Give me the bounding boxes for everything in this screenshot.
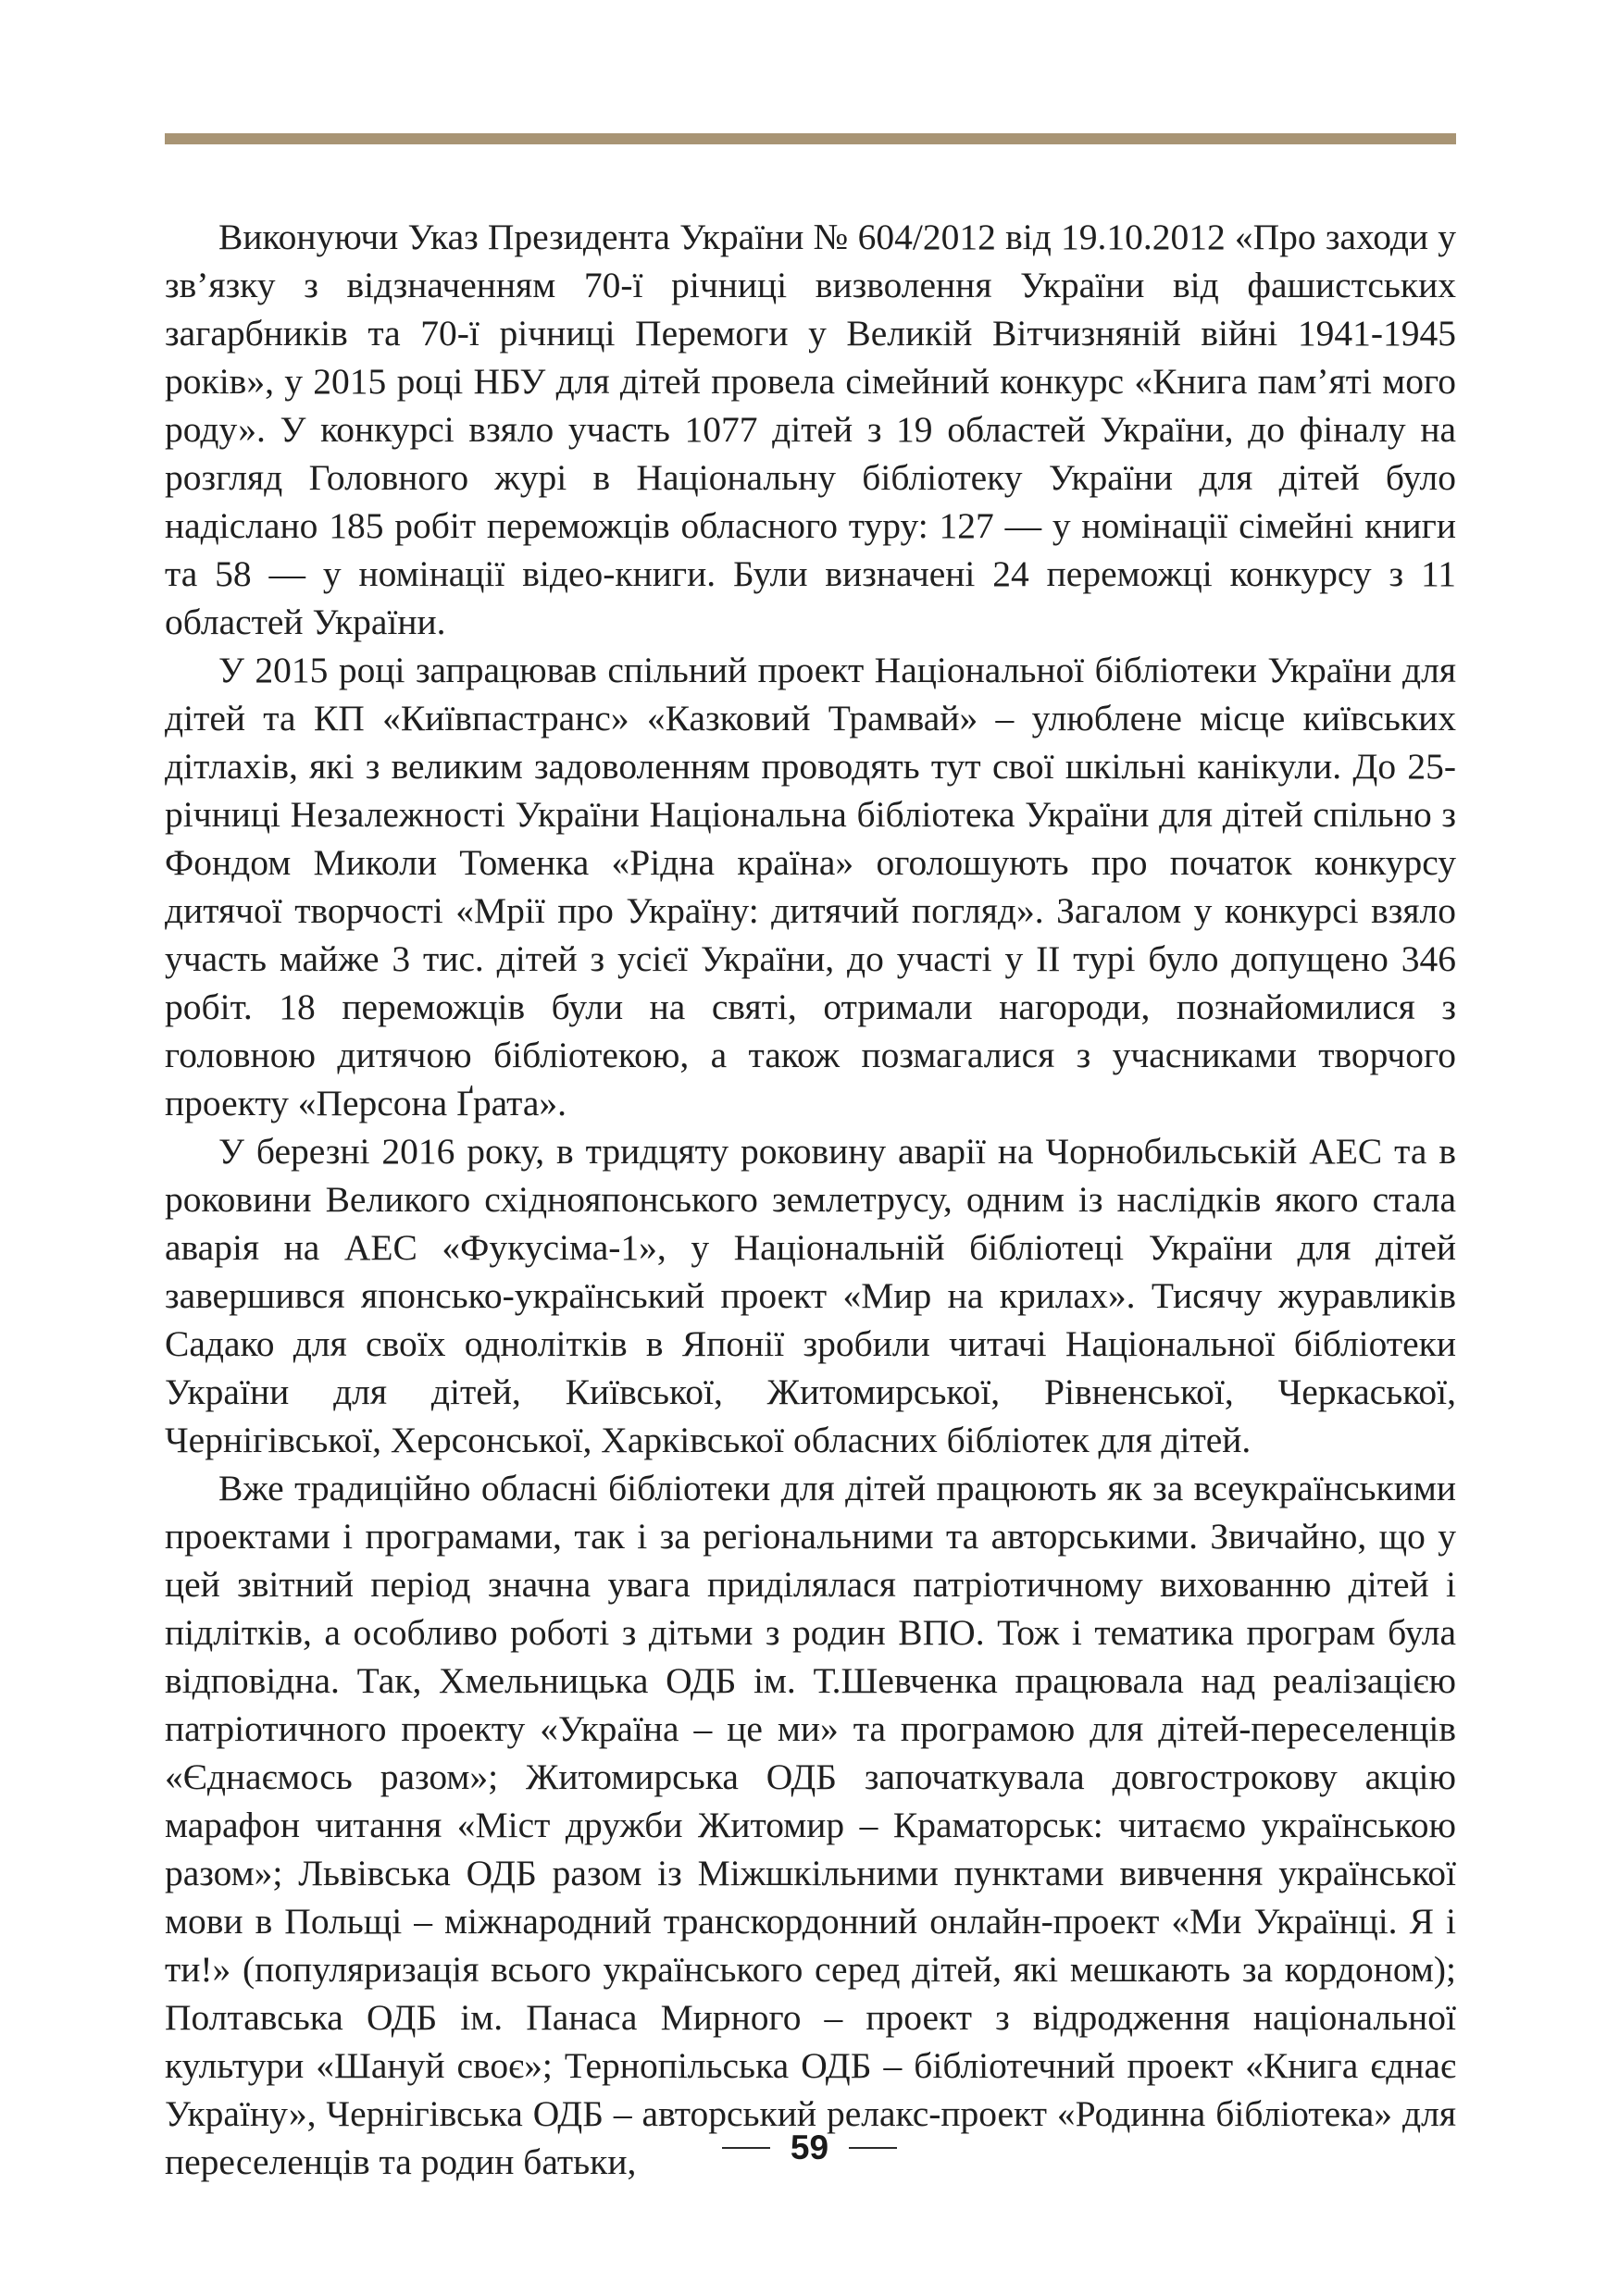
footer-dash-right bbox=[849, 2147, 897, 2149]
paragraph-1: Виконуючи Указ Президента України № 604/2012 від 19.10.2012 «Про заходи у зв’язку з відзначенням 70-ї річниці визволення України від фашистських загарбників та 70-ї річниці Перемоги у Великій Вітчизняній війні 1941-1945 років», у 2015 році НБУ для дітей провела сімейний конкурс «Книга пам’яті мого роду». У конкурсі взяло участь 1077 дітей з 19 областей України, до фіналу на розгляд Головного журі в Національну бібліотеку України для дітей було надіслано 185 робіт переможців обласного туру: 127 — у номінації сімейні книги та 58 — у номінації відео-книги. Були визначені 24 переможці конкурсу з 11 областей України. bbox=[165, 217, 1456, 642]
page-footer bbox=[0, 2128, 1619, 2167]
body-text bbox=[165, 213, 1456, 2186]
page-number: 59 bbox=[790, 2128, 829, 2166]
footer-dash-left bbox=[722, 2147, 770, 2149]
paragraph-4: Вже традиційно обласні бібліотеки для дітей працюють як за всеукраїнськими проектами і програмами, так і за регіональними та авторськими. Звичайно, що у цей звітний період значна увага приділялася патріотичному вихованню дітей і підлітків, а особливо роботі з дітьми з родин ВПО. Тож і тематика програм була відповідна. Так, Хмельницька ОДБ ім. Т.Шевченка працювала над реалізацією патріотичного проекту «Україна – це ми» та програмою для дітей-переселенців «Єднаємось разом»; Житомирська ОДБ започаткувала довгострокову акцію марафон читання «Міст дружби Житомир – Краматорськ: читаємо українською разом»; Львівська ОДБ разом із Міжшкільними пунктами вивчення української мови в Польщі – міжнародний транскордонний онлайн-проект «Ми Українці. Я і ти!» (популяризація всього українського серед дітей, які мешкають за кордоном); Полтавська ОДБ ім. Панаса Мирного – проект з відродження національної культури «Шануй своє»; Тернопільська ОДБ – бібліотечний проект «Книга єднає Україну», Чернігівська ОДБ – авторський релакс-проект «Родинна бібліотека» для переселенців та родин батьки, bbox=[165, 1468, 1456, 2182]
header-rule bbox=[165, 133, 1456, 144]
paragraph-3: У березні 2016 року, в тридцяту роковину аварії на Чорнобильській АЕС та в роковини Великого східнояпонського землетрусу, одним із наслідків якого стала аварія на АЕС «Фукусіма-1», у Національній бібліотеці України для дітей завершився японсько-український проект «Мир на крилах». Тисячу журавликів Садако для своїх однолітків в Японії зробили читачі Національної бібліотеки України для дітей, Київської, Житомирської, Рівненської, Черкаської, Чернігівської, Херсонської, Харківської обласних бібліотек для дітей. bbox=[165, 1131, 1456, 1460]
paragraph-2: У 2015 році запрацював спільний проект Національної бібліотеки України для дітей та КП «Київпастранс» «Казковий Трамвай» – улюблене місце київських дітлахів, які з великим задоволенням проводять тут свої шкільні канікули. До 25-річниці Незалежності України Національна бібліотека України для дітей спільно з Фондом Миколи Томенка «Рідна країна» оголошують про початок конкурсу дитячої творчості «Мрії про Україну: дитячий погляд». Загалом у конкурсі взяло участь майже 3 тис. дітей з усієї України, до участі у ІІ турі було допущено 346 робіт. 18 переможців були на святі, отримали нагороди, познайомилися з головною дитячою бібліотекою, а також позмагалися з учасниками творчого проекту «Персона Ґрата». bbox=[165, 650, 1456, 1123]
